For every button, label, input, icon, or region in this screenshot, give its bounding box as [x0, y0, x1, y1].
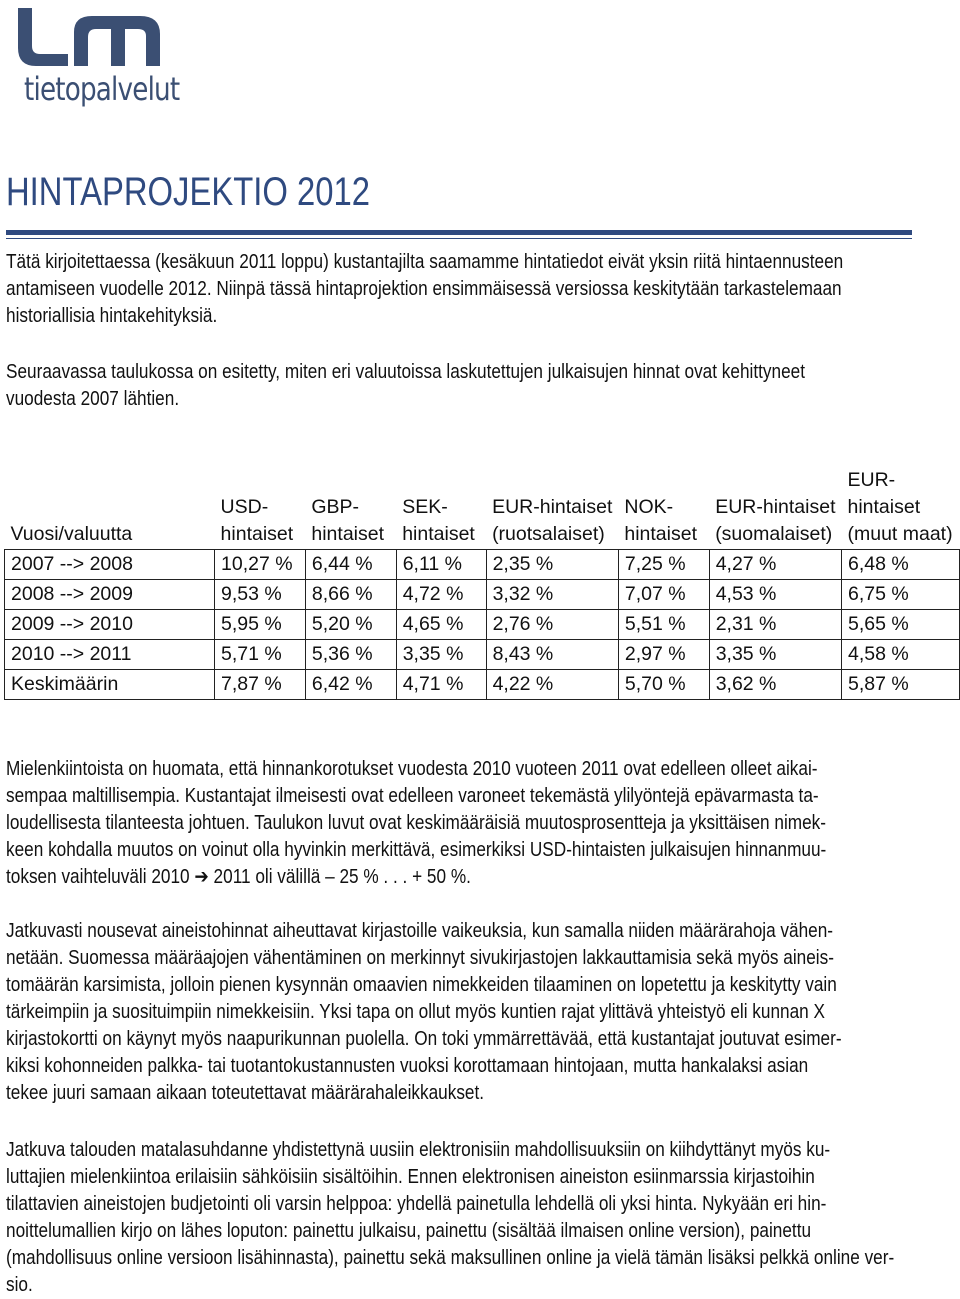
table-row: [5, 580, 960, 610]
table-cell: 2,76 %: [486, 610, 618, 640]
intro-line: Tätä kirjoitettaessa (kesäkuun 2011 loppu) kustantajilta saamamme hintatiedot eivät yksin riitä hintaennusteen: [6, 251, 844, 273]
table-cell: 4,71 %: [396, 670, 486, 700]
analysis-paragraph: [6, 756, 935, 891]
table-intro-line: vuodesta 2007 lähtien.: [6, 388, 180, 410]
table-cell: 6,11 %: [396, 550, 486, 580]
table-cell: 4,72 %: [396, 580, 486, 610]
lm-logo-mark: [8, 2, 168, 72]
intro-paragraph: [6, 249, 935, 330]
table-cell: 5,70 %: [618, 670, 709, 700]
price-change-table: [4, 466, 960, 700]
table-cell: Keskimäärin: [5, 670, 215, 700]
logo-text: tietopalvelut: [24, 70, 180, 108]
header-nok: NOK- hintaiset: [624, 496, 697, 545]
table-cell: 7,07 %: [618, 580, 709, 610]
header-eur-swedish: EUR-hintaiset (ruotsalaiset): [492, 496, 613, 545]
paragraph-line: Mielenkiintoista on huomata, että hinnankorotukset vuodesta 2010 vuoteen 2011 ovat edelleen olleet aikai-: [6, 758, 818, 780]
table-row: [5, 640, 960, 670]
table-cell: 3,62 %: [709, 670, 841, 700]
table-cell: 2,97 %: [618, 640, 709, 670]
paragraph-line: Jatkuvasti nousevat aineistohinnat aiheuttavat kirjastoille vaikeuksia, kun samalla niiden määrärahoja vähen-: [6, 920, 834, 942]
table-cell: 2009 --> 2010: [5, 610, 215, 640]
table-cell: 10,27 %: [215, 550, 306, 580]
title-rule: [6, 230, 912, 235]
table-cell: 5,65 %: [841, 610, 959, 640]
table-cell: 6,75 %: [841, 580, 959, 610]
electronic-paragraph: [6, 1137, 935, 1299]
table-cell: 4,53 %: [709, 580, 841, 610]
table-cell: 2010 --> 2011: [5, 640, 215, 670]
table-cell: 4,65 %: [396, 610, 486, 640]
table-cell: 5,20 %: [305, 610, 396, 640]
paragraph-line: tärkeimpiin ja suosituimpiin nimekkeisiin. Yksi tapa on ollut myös kuntien rajat ylittävä yhteistyö eli kunnan X: [6, 1001, 825, 1023]
table-cell: 3,35 %: [396, 640, 486, 670]
table-intro-paragraph: [6, 359, 935, 413]
table-cell: 7,25 %: [618, 550, 709, 580]
table-cell: 6,44 %: [305, 550, 396, 580]
table-row-average: [5, 670, 960, 700]
title-rule-thin: [6, 238, 912, 239]
table-row: [5, 550, 960, 580]
table-cell: 6,48 %: [841, 550, 959, 580]
paragraph-line: keen kohdalla muutos on voinut olla hyvinkin merkittävä, esimerkiksi USD-hintaisten julkaisujen hinnanmuu-: [6, 839, 827, 861]
table-cell: 9,53 %: [215, 580, 306, 610]
paragraph-line: luttajien mielenkiintoa erilaisiin sähköisiin sisältöihin. Ennen elektronisen aineiston esiinmarssia kirjastoihin: [6, 1166, 815, 1188]
paragraph-line: netään. Suomessa määräajojen vähentäminen on merkinnyt sivukirjastojen lakkauttamisia sekä myös aineis-: [6, 947, 834, 969]
table-header-row: [5, 466, 960, 550]
header-usd: USD- hintaiset: [220, 496, 294, 545]
table-row: [5, 610, 960, 640]
table-cell: 2007 --> 2008: [5, 550, 215, 580]
table-intro-line: Seuraavassa taulukossa on esitetty, miten eri valuutoissa laskutettujen julkaisujen hinnat ovat kehittyneet: [6, 361, 805, 383]
table-cell: 2008 --> 2009: [5, 580, 215, 610]
table-cell: 3,32 %: [486, 580, 618, 610]
paragraph-line: loudellisesta tilanteesta johtuen. Taulukon luvut ovat keskimääräisiä muutosprosentteja ja yksittäisen nimek-: [6, 812, 826, 834]
paragraph-line: sempaa maltillisempia. Kustantajat ilmeisesti ovat edelleen varoneet tekemästä ylilyöntejä epävarmasta ta-: [6, 785, 819, 807]
paragraph-line: kirjastokortti on käynyt myös naapurikunnan puolella. On toki ymmärrettävää, että kustantajat joutuvat esimer-: [6, 1028, 842, 1050]
table-cell: 4,27 %: [709, 550, 841, 580]
paragraph-line: toksen vaihteluväli 2010 ➔ 2011 oli välillä – 25 % . . . + 50 %.: [6, 866, 471, 888]
paragraph-line: tilattavien aineistojen budjetointi oli varsin helppoa: yhdellä painetulla lehdellä oli yksi hinta. Nykyään eri hin-: [6, 1193, 827, 1215]
table-cell: 6,42 %: [305, 670, 396, 700]
table-cell: 2,31 %: [709, 610, 841, 640]
table-cell: 3,35 %: [709, 640, 841, 670]
paragraph-line: Jatkuva talouden matalasuhdanne yhdistettynä uusiin elektronisiin mahdollisuuksiin on kiihdyttänyt myös ku-: [6, 1139, 831, 1161]
table-cell: 8,66 %: [305, 580, 396, 610]
header-sek: SEK- hintaiset: [402, 496, 475, 545]
table-cell: 5,87 %: [841, 670, 959, 700]
header-eur-other: EUR- hintaiset (muut maat): [847, 469, 953, 545]
table-cell: 5,95 %: [215, 610, 306, 640]
budget-paragraph: [6, 918, 935, 1107]
table-cell: 2,35 %: [486, 550, 618, 580]
table-cell: 7,87 %: [215, 670, 306, 700]
table-cell: 5,51 %: [618, 610, 709, 640]
paragraph-line: noittelumallien kirjo on lähes loputon: painettu julkaisu, painettu (sisältää ilmaisen online version), painettu: [6, 1220, 812, 1242]
paragraph-line: sio.: [6, 1274, 33, 1296]
table-cell: 8,43 %: [486, 640, 618, 670]
paragraph-line: kiksi kohonneiden palkka- tai tuotantokustannusten vuoksi korottamaan hintojaan, mutta hankalaksi asian: [6, 1055, 809, 1077]
header-gbp: GBP- hintaiset: [311, 496, 385, 545]
header-eur-finnish: EUR-hintaiset (suomalaiset): [715, 496, 836, 545]
intro-line: antamiseen vuodelle 2012. Niinpä tässä hintaprojektion ensimmäisessä versiossa keskitytään tarkastelemaan: [6, 278, 842, 300]
table-cell: 5,36 %: [305, 640, 396, 670]
table-cell: 4,22 %: [486, 670, 618, 700]
page-title: HINTAPROJEKTIO 2012: [6, 170, 370, 214]
paragraph-line: tekee juuri samaan aikaan toteutettavat määrärahaleikkaukset.: [6, 1082, 485, 1104]
paragraph-line: tomäärän karsimista, jolloin pienen kysynnän omaavien nimekkeiden tilaaminen on lopetettu ja keskitytty vain: [6, 974, 837, 996]
table-cell: 5,71 %: [215, 640, 306, 670]
intro-line: historiallisia hintakehityksiä.: [6, 305, 218, 327]
header-year: Vuosi/valuutta: [10, 523, 133, 545]
paragraph-line: (mahdollisuus online versioon lisähinnasta), painettu sekä maksullinen online ja vielä tämän lisäksi pelkkä online ver-: [6, 1247, 895, 1269]
table-cell: 4,58 %: [841, 640, 959, 670]
